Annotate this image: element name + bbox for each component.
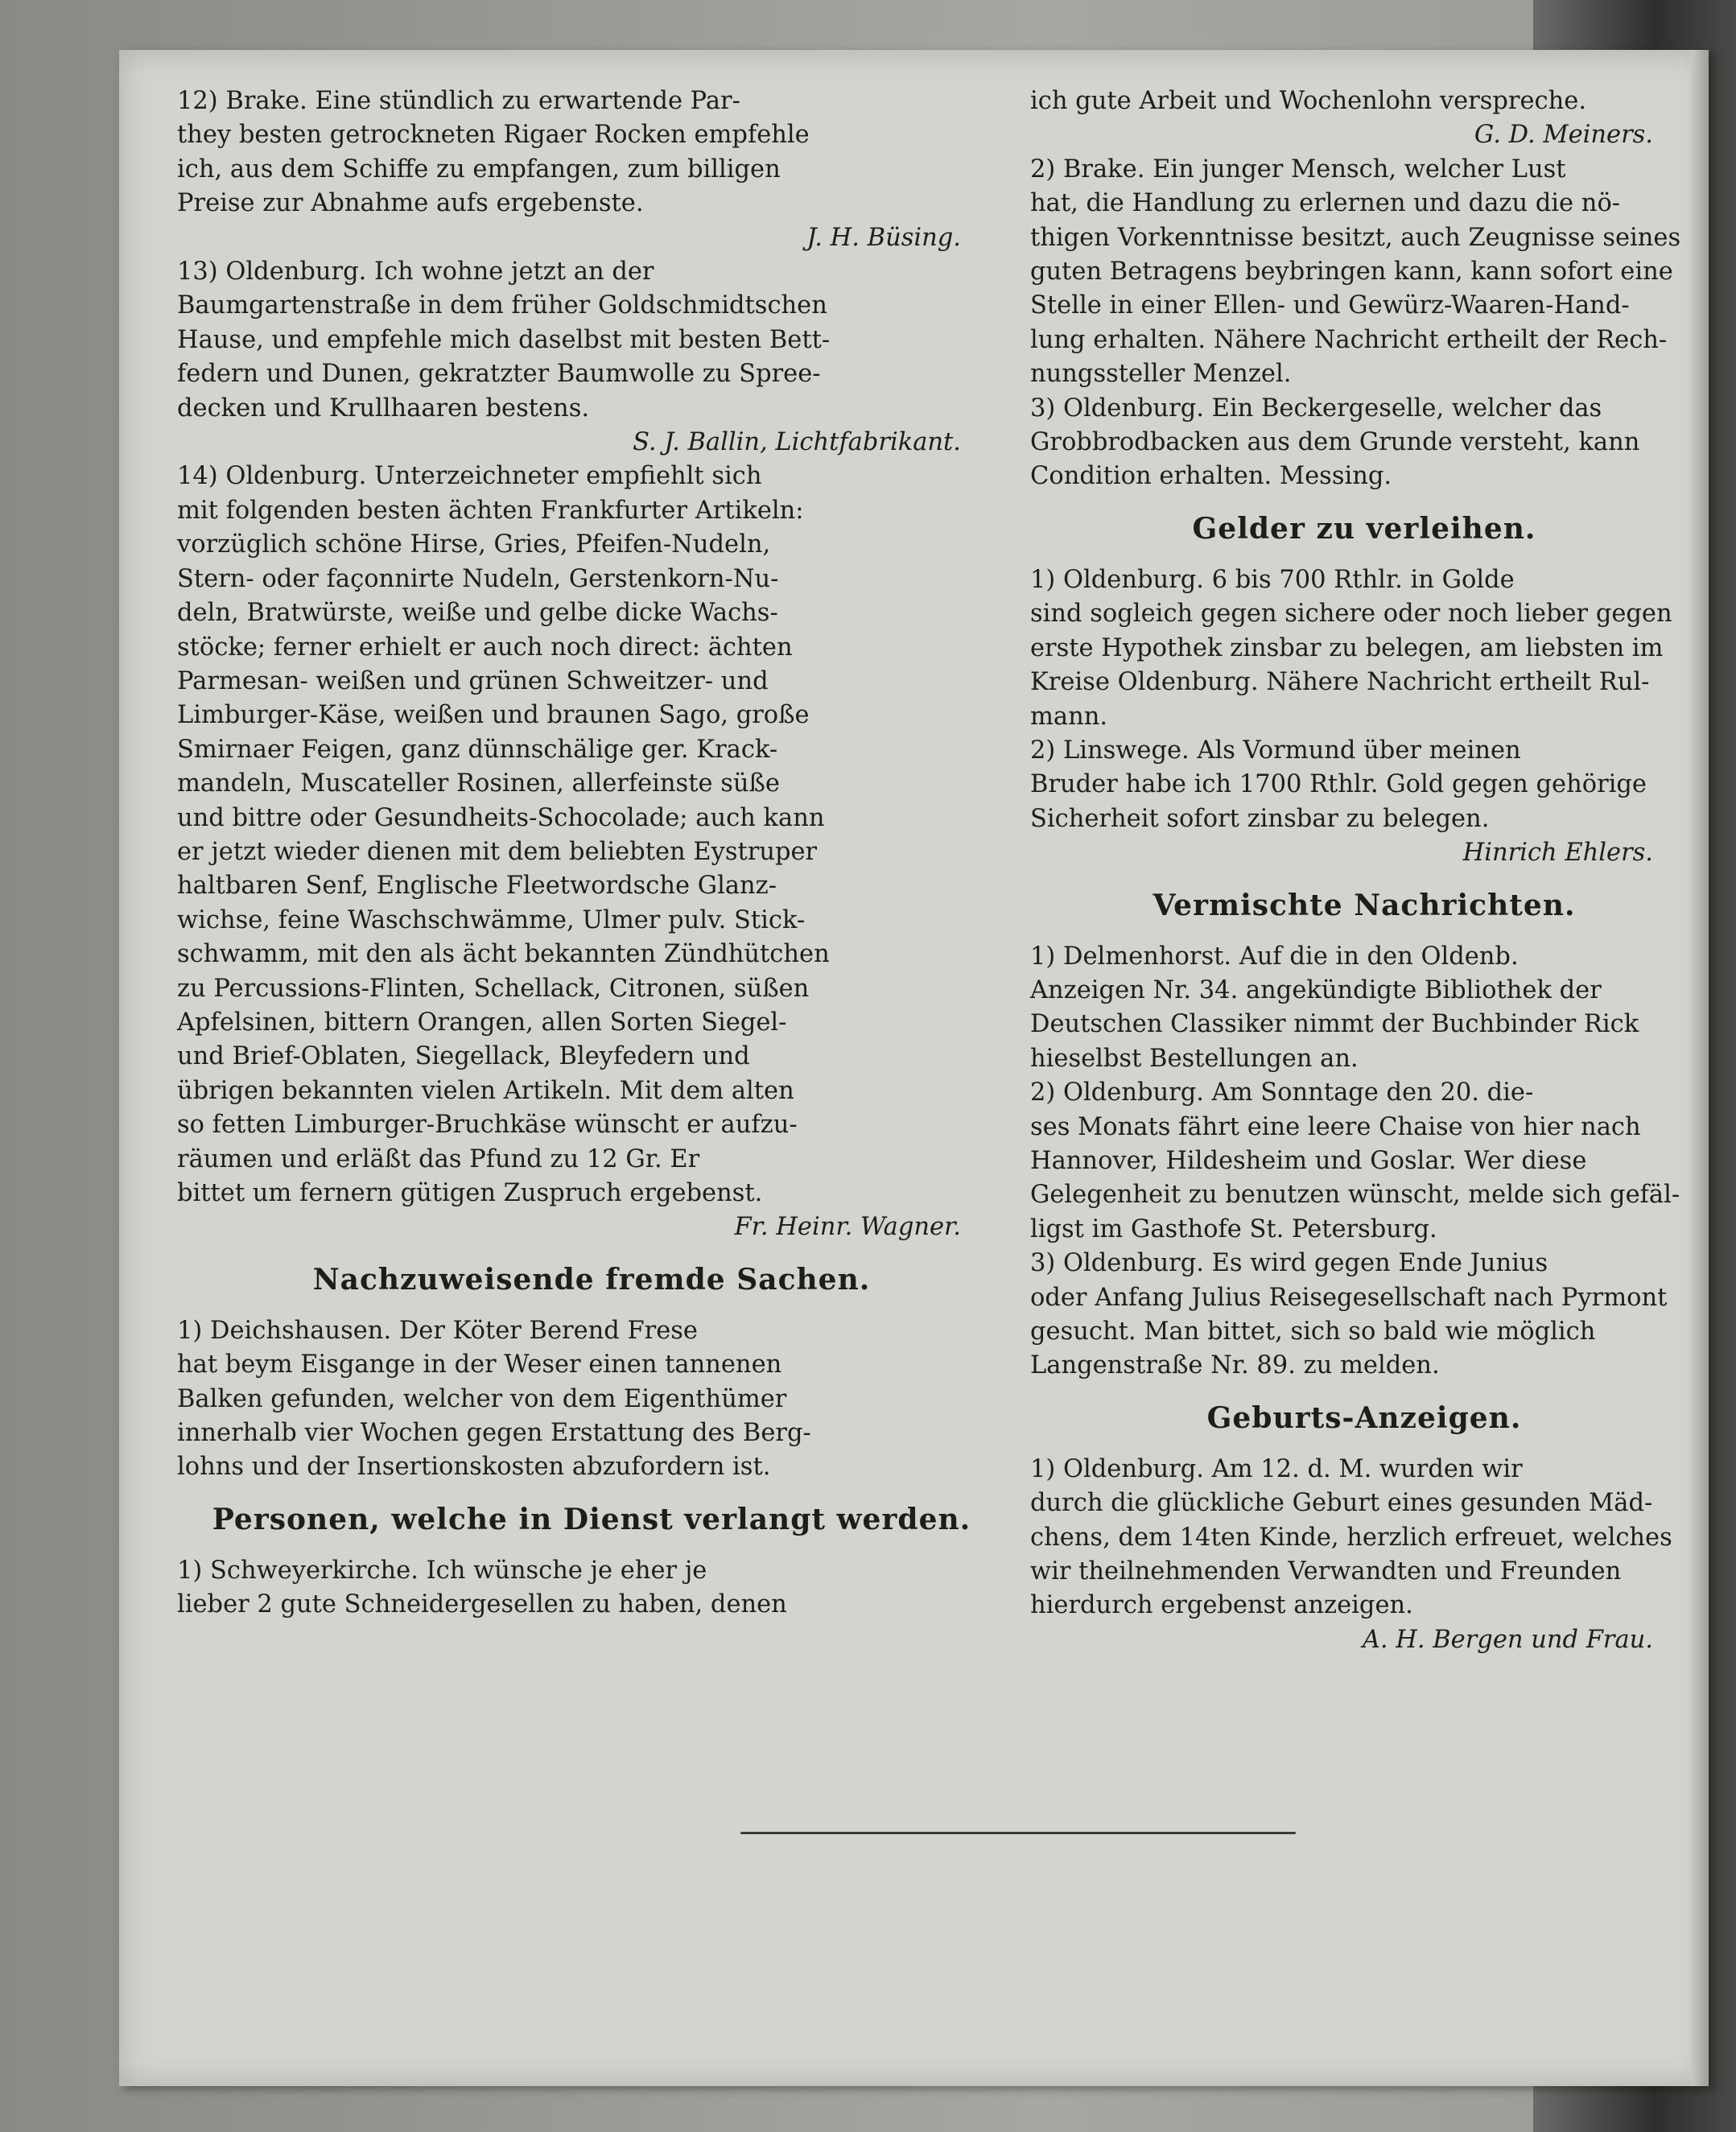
notice-line: guten Betragens beybringen kann, kann sofort eine bbox=[1030, 258, 1673, 287]
notice-line: Langenstraße Nr. 89. zu melden. bbox=[1030, 1351, 1440, 1380]
left-column bbox=[177, 85, 1006, 1623]
advert-line: 14) Oldenburg. Unterzeichneter empfiehlt sich bbox=[177, 462, 762, 491]
advert-line: they besten getrockneten Rigaer Rocken empfehle bbox=[177, 121, 810, 150]
advert-line: Apfelsinen, bittern Orangen, allen Sorten Siegel- bbox=[177, 1008, 787, 1037]
advert-line: bittet um fernern gütigen Zuspruch ergebenst. bbox=[177, 1179, 763, 1207]
advert-line: Stern- oder façonnirte Nudeln, Gerstenkorn-Nu- bbox=[177, 564, 779, 593]
notice-line: Kreise Oldenburg. Nähere Nachricht ertheilt Rul- bbox=[1030, 668, 1650, 697]
section-heading-fremde-sachen: Nachzuweisende fremde Sachen. bbox=[312, 1262, 871, 1297]
advert-line: deln, Bratwürste, weiße und gelbe dicke Wachs- bbox=[177, 599, 778, 628]
notice-dienst-1-continued bbox=[1030, 85, 1698, 118]
advert-line: Smirnaer Feigen, ganz dünnschälige ger. Krack- bbox=[177, 735, 778, 764]
notice-line: Sicherheit sofort zinsbar zu belegen. bbox=[1030, 804, 1490, 833]
notice-line: chens, dem 14ten Kinde, herzlich erfreuet, welches bbox=[1030, 1523, 1672, 1552]
notice-line: Hannover, Hildesheim und Goslar. Wer diese bbox=[1030, 1146, 1587, 1175]
advert-line: räumen und erläßt das Pfund zu 12 Gr. Er bbox=[177, 1144, 700, 1173]
advert-line: 13) Oldenburg. Ich wohne jetzt an der bbox=[177, 258, 654, 287]
notice-line: Deutschen Classiker nimmt der Buchbinder Rick bbox=[1030, 1010, 1639, 1039]
notice-geburt-1 bbox=[1030, 1453, 1698, 1623]
advert-13 bbox=[177, 255, 1006, 426]
notice-line: nungssteller Menzel. bbox=[1030, 360, 1292, 389]
notice-line: 2) Brake. Ein junger Mensch, welcher Lust bbox=[1030, 155, 1566, 184]
notice-line: Condition erhalten. Messing. bbox=[1030, 462, 1392, 491]
notice-line: ligst im Gasthofe St. Petersburg. bbox=[1030, 1214, 1437, 1243]
notice-line: durch die glückliche Geburt eines gesunden Mäd- bbox=[1030, 1489, 1653, 1518]
notice-line: 1) Oldenburg. 6 bis 700 Rthlr. in Golde bbox=[1030, 565, 1515, 594]
advert-line: zu Percussions-Flinten, Schellack, Citronen, süßen bbox=[177, 974, 810, 1003]
advert-signature: S. J. Ballin, Lichtfabrikant. bbox=[633, 428, 961, 457]
notice-fremde-1 bbox=[177, 1314, 1006, 1485]
advert-line: vorzüglich schöne Hirse, Gries, Pfeifen-Nudeln, bbox=[177, 530, 771, 559]
notice-line: lung erhalten. Nähere Nachricht ertheilt der Rech- bbox=[1030, 325, 1668, 354]
notice-signature: G. D. Meiners. bbox=[1474, 121, 1653, 150]
notice-line: ses Monats fährt eine leere Chaise von hier nach bbox=[1030, 1112, 1641, 1141]
notice-line: thigen Vorkenntnisse besitzt, auch Zeugnisse seines bbox=[1030, 223, 1681, 252]
notice-gelder-2 bbox=[1030, 734, 1698, 836]
advert-line: Baumgartenstraße in dem früher Goldschmidtschen bbox=[177, 291, 827, 320]
notice-line: 1) Oldenburg. Am 12. d. M. wurden wir bbox=[1030, 1454, 1523, 1483]
notice-line: hat beym Eisgange in der Weser einen tannenen bbox=[177, 1351, 782, 1379]
advert-14 bbox=[177, 460, 1006, 1210]
notice-line: hierdurch ergebenst anzeigen. bbox=[1030, 1591, 1413, 1620]
advert-line: er jetzt wieder dienen mit dem beliebten Eystruper bbox=[177, 837, 818, 866]
notice-line: 3) Oldenburg. Ein Beckergeselle, welcher das bbox=[1030, 394, 1602, 423]
closing-rule bbox=[740, 1832, 1296, 1834]
notice-line: hat, die Handlung zu erlernen und dazu die nö- bbox=[1030, 189, 1621, 218]
notice-line: 1) Delmenhorst. Auf die in den Oldenb. bbox=[1030, 942, 1519, 971]
notice-line: Balken gefunden, welcher von dem Eigenthümer bbox=[177, 1384, 787, 1413]
advert-signature: Fr. Heinr. Wagner. bbox=[734, 1213, 961, 1242]
section-heading-gelder: Gelder zu verleihen. bbox=[1192, 511, 1536, 546]
notice-line: erste Hypothek zinsbar zu belegen, am liebsten im bbox=[1030, 633, 1664, 662]
advert-line: wichse, feine Waschschwämme, Ulmer pulv. Stick- bbox=[177, 905, 806, 934]
section-heading-dienst: Personen, welche in Dienst verlangt werden. bbox=[212, 1502, 971, 1536]
notice-line: Grobbrodbacken aus dem Grunde versteht, kann bbox=[1030, 428, 1640, 457]
notice-gelder-1 bbox=[1030, 563, 1698, 734]
notice-line: innerhalb vier Wochen gegen Erstattung des Berg- bbox=[177, 1419, 811, 1448]
notice-signature: A. H. Bergen und Frau. bbox=[1362, 1625, 1653, 1654]
notice-line: ich gute Arbeit und Wochenlohn verspreche. bbox=[1030, 87, 1587, 115]
notice-line: 3) Oldenburg. Es wird gegen Ende Junius bbox=[1030, 1249, 1548, 1278]
notice-line: 2) Linswege. Als Vormund über meinen bbox=[1030, 736, 1521, 765]
advert-line: Preise zur Abnahme aufs ergebenste. bbox=[177, 189, 644, 218]
advert-line: und bittre oder Gesundheits-Schocolade; auch kann bbox=[177, 803, 825, 832]
notice-line: sind sogleich gegen sichere oder noch lieber gegen bbox=[1030, 600, 1672, 629]
notice-line: Anzeigen Nr. 34. angekündigte Bibliothek der bbox=[1030, 975, 1602, 1004]
advert-line: haltbaren Senf, Englische Fleetwordsche Glanz- bbox=[177, 872, 777, 901]
advert-line: übrigen bekannten vielen Artikeln. Mit dem alten bbox=[177, 1076, 794, 1105]
notice-line: lohns und der Insertionskosten abzufordern ist. bbox=[177, 1453, 771, 1482]
section-heading-geburts: Geburts-Anzeigen. bbox=[1206, 1400, 1522, 1435]
advert-line: federn und Dunen, gekratzter Baumwolle zu Spree- bbox=[177, 360, 821, 389]
advert-signature: J. H. Büsing. bbox=[806, 223, 961, 252]
notice-line: Gelegenheit zu benutzen wünscht, melde sich gefäl- bbox=[1030, 1181, 1680, 1210]
advert-line: schwamm, mit den als ächt bekannten Zündhütchen bbox=[177, 940, 830, 969]
notice-line: lieber 2 gute Schneidergesellen zu haben, denen bbox=[177, 1590, 787, 1619]
right-column bbox=[1030, 85, 1698, 1657]
notice-line: oder Anfang Julius Reisegesellschaft nach Pyrmont bbox=[1030, 1283, 1668, 1312]
advert-line: und Brief-Oblaten, Siegellack, Bleyfedern und bbox=[177, 1042, 750, 1071]
notice-line: 1) Deichshausen. Der Köter Berend Frese bbox=[177, 1316, 698, 1345]
notice-line: gesucht. Man bittet, sich so bald wie möglich bbox=[1030, 1318, 1596, 1346]
advert-line: decken und Krullhaaren bestens. bbox=[177, 394, 590, 423]
notice-signature: Hinrich Ehlers. bbox=[1462, 839, 1653, 868]
advert-line: stöcke; ferner erhielt er auch noch direct: ächten bbox=[177, 633, 793, 662]
notice-vermischte-1 bbox=[1030, 940, 1698, 1077]
advert-line: so fetten Limburger-Bruchkäse wünscht er aufzu- bbox=[177, 1111, 798, 1140]
notice-line: mann. bbox=[1030, 702, 1108, 731]
advert-line: mit folgenden besten ächten Frankfurter Artikeln: bbox=[177, 496, 804, 525]
advert-line: mandeln, Muscateller Rosinen, allerfeinste süße bbox=[177, 769, 780, 798]
notice-dienst-3 bbox=[1030, 392, 1698, 494]
notice-vermischte-3 bbox=[1030, 1247, 1698, 1384]
advert-line: ich, aus dem Schiffe zu empfangen, zum billigen bbox=[177, 155, 781, 184]
advert-line: Parmesan- weißen und grünen Schweitzer- und bbox=[177, 666, 769, 695]
notice-dienst-1 bbox=[177, 1554, 1006, 1623]
notice-line: 2) Oldenburg. Am Sonntage den 20. die- bbox=[1030, 1078, 1534, 1107]
notice-dienst-2 bbox=[1030, 153, 1698, 392]
notice-line: Stelle in einer Ellen- und Gewürz-Waaren-Hand- bbox=[1030, 291, 1630, 320]
advert-line: 12) Brake. Eine stündlich zu erwartende Par- bbox=[177, 87, 740, 115]
notice-line: wir theilnehmenden Verwandten und Freunden bbox=[1030, 1557, 1622, 1586]
advert-12 bbox=[177, 85, 1006, 221]
advert-line: Hause, und empfehle mich daselbst mit besten Bett- bbox=[177, 325, 831, 354]
notice-line: hieselbst Bestellungen an. bbox=[1030, 1044, 1359, 1073]
notice-line: Bruder habe ich 1700 Rthlr. Gold gegen gehörige bbox=[1030, 770, 1647, 799]
notice-line: 1) Schweyerkirche. Ich wünsche je eher je bbox=[177, 1556, 707, 1585]
advert-line: Limburger-Käse, weißen und braunen Sago, große bbox=[177, 701, 810, 730]
notice-vermischte-2 bbox=[1030, 1076, 1698, 1247]
section-heading-vermischte: Vermischte Nachrichten. bbox=[1153, 888, 1576, 922]
